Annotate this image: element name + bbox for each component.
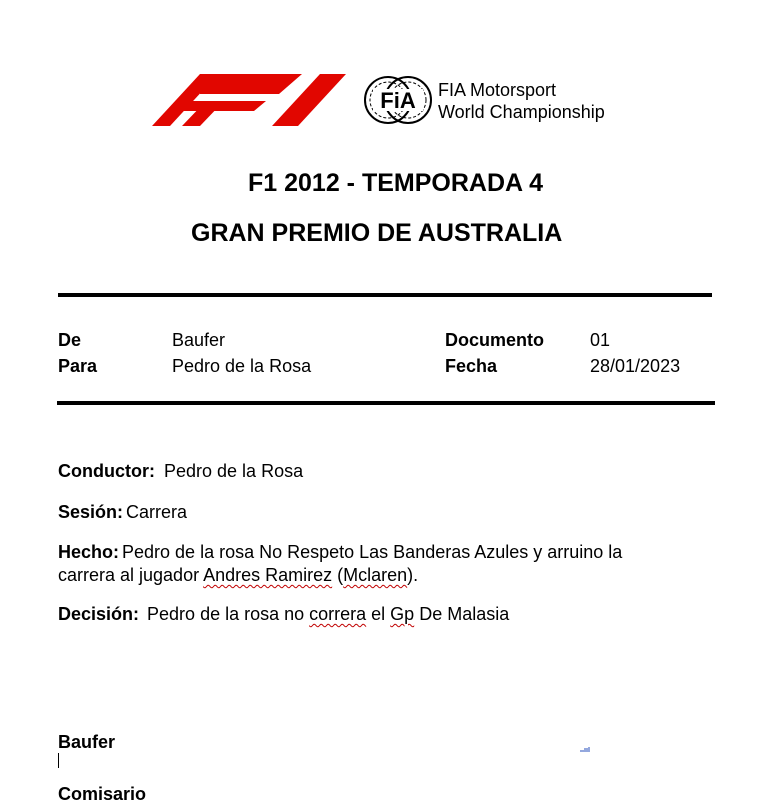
- top-divider: [58, 293, 712, 297]
- conductor-value: Pedro de la Rosa: [164, 461, 304, 481]
- text-cursor: [58, 753, 59, 768]
- document-title: F1 2012 - TEMPORADA 4: [248, 169, 543, 197]
- para-label: Para: [58, 356, 98, 376]
- decision-text-el: el: [366, 604, 391, 624]
- hecho-text: Pedro de la rosa No Respeto Las Banderas Azules y arruino la carrera al jugador: [58, 542, 623, 585]
- hecho-label: Hecho:: [58, 542, 120, 562]
- f1-logo: [152, 74, 346, 126]
- decision-text-end: De Malasia: [414, 604, 510, 624]
- decision-text: Pedro de la rosa no: [147, 604, 310, 624]
- decision-label: Decisión:: [58, 604, 140, 624]
- fecha-label: Fecha: [445, 356, 498, 376]
- fia-line-1: FIA Motorsport: [438, 80, 557, 100]
- sesion-label: Sesión:: [58, 502, 124, 522]
- decision-word-gp: Gp: [390, 604, 415, 624]
- hecho-driver-name: Andres Ramirez: [203, 565, 333, 585]
- sesion-value: Carrera: [126, 502, 188, 522]
- decision-word-correra: correra: [309, 604, 367, 624]
- fecha-value: 28/01/2023: [590, 356, 681, 376]
- hecho-team: Mclaren: [343, 565, 408, 585]
- documento-value: 01: [590, 330, 611, 350]
- para-value: Pedro de la Rosa: [172, 356, 312, 376]
- fia-line-2: World Championship: [438, 102, 605, 122]
- signer-name: Baufer: [58, 732, 116, 752]
- de-label: De: [58, 330, 82, 350]
- decision-line: [58, 603, 698, 626]
- hecho-end: ).: [407, 565, 419, 585]
- documento-label: Documento: [445, 330, 544, 350]
- conductor-label: Conductor:: [58, 461, 155, 481]
- anchor-mark-icon: [580, 747, 590, 752]
- conductor-line: [58, 460, 698, 483]
- fia-logo: [363, 75, 433, 125]
- bottom-divider: [57, 401, 715, 405]
- fia-championship-text: [438, 79, 605, 123]
- hecho-separator: (: [332, 565, 344, 585]
- document-subtitle: GRAN PREMIO DE AUSTRALIA: [191, 219, 563, 247]
- fia-logo-text: FiA: [380, 88, 416, 113]
- sesion-line: [58, 501, 698, 524]
- signer-role: Comisario: [58, 784, 147, 804]
- de-value: Baufer: [172, 330, 226, 350]
- hecho-paragraph: [58, 541, 658, 587]
